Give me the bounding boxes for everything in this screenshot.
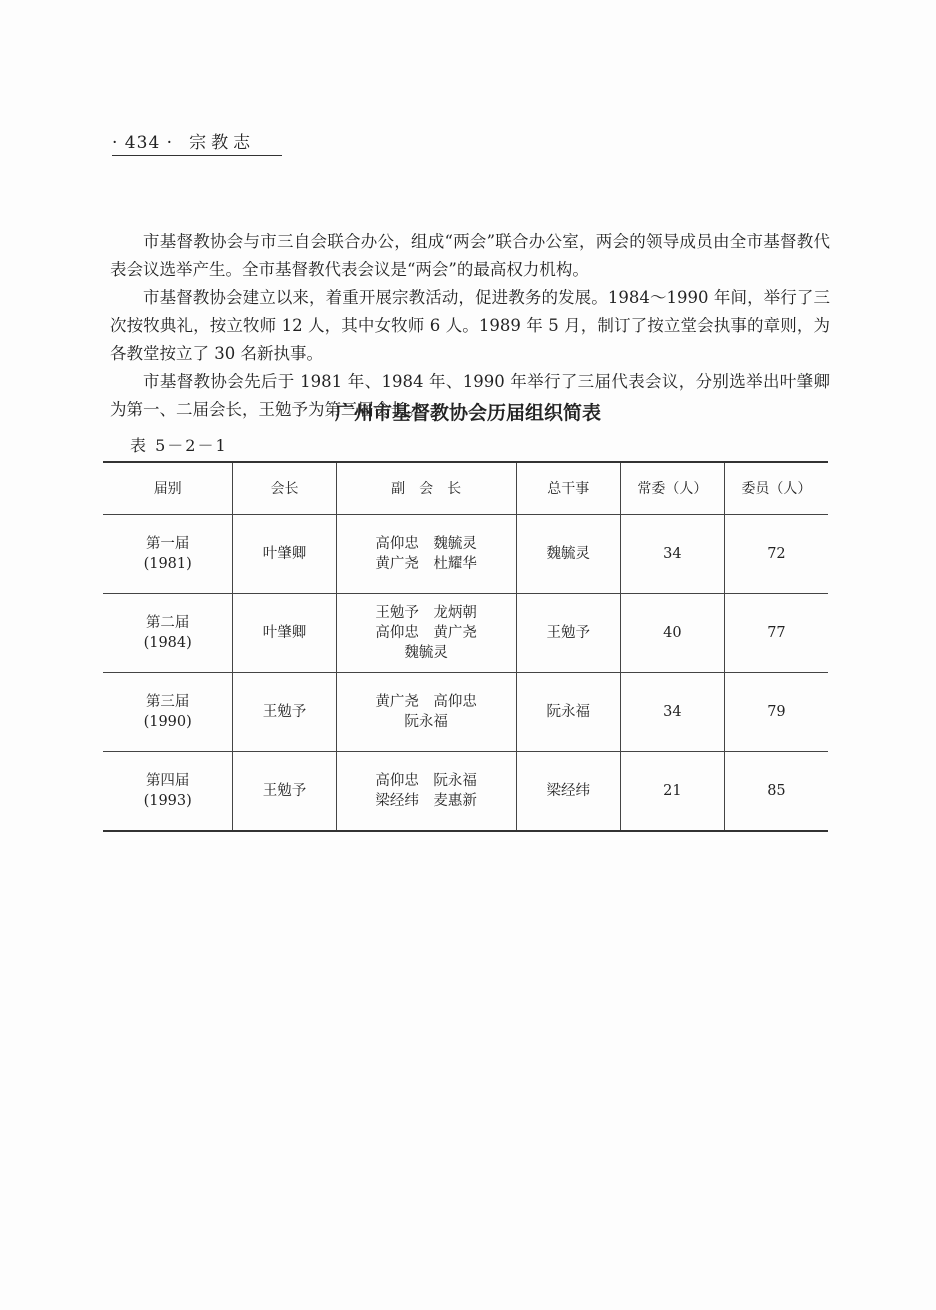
table-title: 广州市基督教协会历届组织简表 bbox=[334, 402, 601, 424]
column-header: 总干事 bbox=[516, 462, 620, 515]
president-cell: 王勉予 bbox=[233, 752, 336, 832]
paragraph-1: 市基督教协会与市三自会联合办公，组成“两会”联合办公室，两会的领导成员由全市基督教代表会议选举产生。全市基督教代表会议是“两会”的最高权力机构。 bbox=[110, 232, 830, 279]
members-cell: 79 bbox=[724, 673, 828, 752]
president-cell: 叶肇卿 bbox=[233, 594, 336, 673]
president-cell: 王勉予 bbox=[233, 673, 336, 752]
column-header: 常委（人） bbox=[620, 462, 724, 515]
paragraph-3: 市基督教协会先后于 1981 年、1984 年、1990 年举行了三届代表会议，分别选举出叶肇卿为第一、二届会长，王勉予为第三届会长。 bbox=[110, 372, 830, 419]
vice-president-line: 王勉予 龙炳朝 bbox=[375, 605, 477, 621]
table-row bbox=[103, 673, 828, 752]
session-cell bbox=[103, 673, 233, 752]
vice-president-cell bbox=[336, 515, 516, 594]
standing-committee-cell: 40 bbox=[620, 594, 724, 673]
vice-president-line: 黄广尧 高仰忠 bbox=[375, 694, 477, 710]
session-year: (1981) bbox=[143, 556, 192, 572]
session-cell bbox=[103, 752, 233, 832]
vice-president-line: 高仰忠 黄广尧 bbox=[375, 625, 477, 641]
column-header: 委员（人） bbox=[724, 462, 828, 515]
column-header: 副 会 长 bbox=[336, 462, 516, 515]
section-title: 宗教志 bbox=[189, 133, 256, 153]
table-header-row bbox=[103, 462, 828, 515]
organization-table bbox=[103, 461, 828, 832]
session-name: 第三届 bbox=[145, 694, 190, 710]
session-year: (1990) bbox=[143, 714, 192, 730]
table-row bbox=[103, 515, 828, 594]
standing-committee-cell: 21 bbox=[620, 752, 724, 832]
session-year: (1984) bbox=[143, 635, 192, 651]
paragraph-2: 市基督教协会建立以来，着重开展宗教活动，促进教务的发展。1984～1990 年间，举行了三次按牧典礼，按立牧师 12 人，其中女牧师 6 人。1989 年 5 月，制订了按立堂会执事的章则，为各教堂按立了 30 名新执事。 bbox=[110, 288, 830, 363]
vice-president-line: 阮永福 bbox=[404, 714, 448, 730]
members-cell: 72 bbox=[724, 515, 828, 594]
session-name: 第一届 bbox=[145, 536, 190, 552]
vice-president-line: 黄广尧 杜耀华 bbox=[375, 556, 477, 572]
vice-president-cell bbox=[336, 673, 516, 752]
session-name: 第四届 bbox=[145, 773, 190, 789]
standing-committee-cell: 34 bbox=[620, 515, 724, 594]
session-year: (1993) bbox=[143, 793, 192, 809]
secretary-cell: 王勉予 bbox=[516, 594, 620, 673]
running-header bbox=[112, 128, 282, 156]
session-name: 第二届 bbox=[145, 615, 190, 631]
standing-committee-cell: 34 bbox=[620, 673, 724, 752]
session-cell bbox=[103, 594, 233, 673]
page-number: · 434 · bbox=[112, 133, 174, 153]
column-header: 届别 bbox=[103, 462, 233, 515]
secretary-cell: 梁经纬 bbox=[516, 752, 620, 832]
session-cell bbox=[103, 515, 233, 594]
secretary-cell: 魏毓灵 bbox=[516, 515, 620, 594]
vice-president-line: 高仰忠 阮永福 bbox=[375, 773, 477, 789]
vice-president-line: 魏毓灵 bbox=[404, 645, 448, 661]
vice-president-cell bbox=[336, 594, 516, 673]
table-row bbox=[103, 594, 828, 673]
vice-president-line: 高仰忠 魏毓灵 bbox=[375, 536, 477, 552]
secretary-cell: 阮永福 bbox=[516, 673, 620, 752]
vice-president-line: 梁经纬 麦惠新 bbox=[375, 793, 477, 809]
column-header: 会长 bbox=[233, 462, 336, 515]
president-cell: 叶肇卿 bbox=[233, 515, 336, 594]
table-row bbox=[103, 752, 828, 832]
vice-president-cell bbox=[336, 752, 516, 832]
members-cell: 85 bbox=[724, 752, 828, 832]
table-number: 表 5－2－1 bbox=[130, 436, 228, 455]
members-cell: 77 bbox=[724, 594, 828, 673]
